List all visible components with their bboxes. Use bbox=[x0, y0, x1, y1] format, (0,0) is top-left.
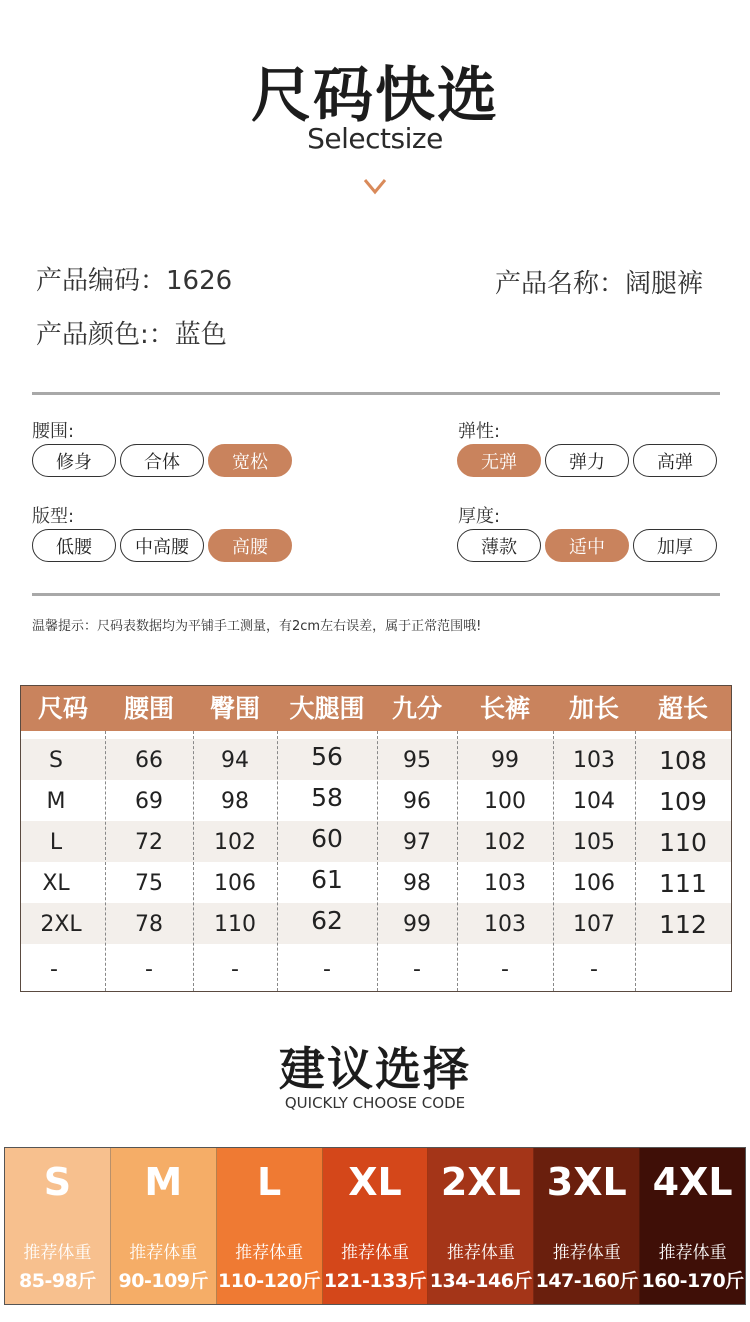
header-extra-long: 加长 bbox=[568, 694, 619, 723]
table-row bbox=[21, 739, 731, 780]
cell-long: 99 bbox=[491, 748, 519, 773]
cell-long: 103 bbox=[484, 871, 526, 896]
cell-size: M bbox=[46, 789, 66, 814]
cell-super-long: 111 bbox=[659, 869, 707, 898]
cell-ninth-length: 99 bbox=[403, 912, 431, 937]
column-divider bbox=[193, 731, 194, 991]
size-card-weight: 147-160斤 bbox=[535, 1270, 638, 1292]
elastic-option-none[interactable]: 无弹 bbox=[457, 444, 541, 477]
product-name-label: 产品名称： bbox=[495, 269, 626, 299]
size-card-2xl[interactable] bbox=[428, 1148, 534, 1304]
divider-bottom bbox=[32, 593, 720, 596]
elastic-label: 弹性: bbox=[458, 421, 501, 442]
elastic-option-high[interactable]: 高弹 bbox=[633, 444, 717, 477]
waist-option-regular[interactable]: 合体 bbox=[120, 444, 204, 477]
thickness-label: 厚度: bbox=[458, 506, 501, 527]
column-divider bbox=[277, 731, 278, 991]
chevron-down-icon bbox=[363, 176, 387, 196]
cell-extra-long: 107 bbox=[573, 912, 615, 937]
table-row bbox=[21, 821, 731, 862]
divider-top bbox=[32, 392, 720, 395]
size-card-size: 3XL bbox=[546, 1160, 627, 1204]
cell-super-long bbox=[635, 948, 731, 989]
size-card-weight: 85-98斤 bbox=[19, 1270, 96, 1292]
cell-waist: 69 bbox=[135, 789, 163, 814]
size-card-weight-label: 推荐体重 bbox=[552, 1243, 621, 1263]
product-color-label: 产品颜色:： bbox=[36, 320, 175, 350]
cell-long: 100 bbox=[484, 789, 526, 814]
product-color bbox=[36, 314, 227, 351]
cell-ninth-length: 97 bbox=[403, 830, 431, 855]
thickness-option-thin[interactable]: 薄款 bbox=[457, 529, 541, 562]
cell-size: S bbox=[49, 748, 63, 773]
column-divider bbox=[377, 731, 378, 991]
cell-super-long: 110 bbox=[659, 828, 707, 857]
cell-thigh: 61 bbox=[311, 865, 343, 894]
cell-waist: 75 bbox=[135, 871, 163, 896]
cell-size: - bbox=[50, 957, 58, 982]
thickness-option-medium[interactable]: 适中 bbox=[545, 529, 629, 562]
header-long: 长裤 bbox=[479, 694, 530, 723]
size-card-4xl[interactable] bbox=[640, 1148, 745, 1304]
header-ninth-length: 九分 bbox=[391, 694, 442, 723]
recommend-subtitle: QUICKLY CHOOSE CODE bbox=[284, 1094, 466, 1112]
size-card-weight: 134-146斤 bbox=[429, 1270, 532, 1292]
cell-ninth-length: - bbox=[413, 957, 421, 982]
size-card-size: XL bbox=[348, 1160, 402, 1204]
cell-thigh: 58 bbox=[311, 783, 343, 812]
cell-long: 103 bbox=[484, 912, 526, 937]
cell-long: - bbox=[501, 957, 509, 982]
size-card-weight-label: 推荐体重 bbox=[446, 1243, 515, 1263]
table-row bbox=[21, 903, 731, 944]
waist-option-fitted[interactable]: 修身 bbox=[32, 444, 116, 477]
recommend-title: 建议选择 bbox=[279, 1042, 471, 1096]
cell-hip: - bbox=[231, 957, 239, 982]
column-divider bbox=[457, 731, 458, 991]
size-card-weight-label: 推荐体重 bbox=[235, 1243, 304, 1263]
cell-extra-long: 106 bbox=[573, 871, 615, 896]
page-subtitle: Selectsize bbox=[307, 122, 443, 155]
cell-thigh: 60 bbox=[311, 824, 343, 853]
column-divider bbox=[553, 731, 554, 991]
size-card-l[interactable] bbox=[217, 1148, 323, 1304]
fit-option-low[interactable]: 低腰 bbox=[32, 529, 116, 562]
header-hip: 臀围 bbox=[209, 694, 260, 723]
measurement-tip: 温馨提示：尺码表数据均为平铺手工测量，有2cm左右误差，属于正常范围哦! bbox=[32, 619, 482, 634]
thickness-option-thick[interactable]: 加厚 bbox=[633, 529, 717, 562]
header-super-long: 超长 bbox=[657, 694, 708, 723]
cell-hip: 94 bbox=[221, 748, 249, 773]
cell-super-long: 108 bbox=[659, 746, 707, 775]
size-card-xl[interactable] bbox=[323, 1148, 429, 1304]
size-card-s[interactable] bbox=[5, 1148, 111, 1304]
waist-option-loose[interactable]: 宽松 bbox=[208, 444, 292, 477]
size-card-weight-label: 推荐体重 bbox=[658, 1243, 727, 1263]
size-card-size: S bbox=[43, 1160, 72, 1204]
product-color-value: 蓝色 bbox=[174, 320, 227, 350]
size-card-size: 4XL bbox=[652, 1160, 733, 1204]
cell-thigh: 56 bbox=[311, 742, 343, 771]
size-card-weight: 121-133斤 bbox=[323, 1270, 427, 1292]
size-card-size: L bbox=[257, 1160, 282, 1204]
size-card-m[interactable] bbox=[111, 1148, 217, 1304]
column-divider bbox=[635, 731, 636, 991]
cell-ninth-length: 98 bbox=[403, 871, 431, 896]
table-row bbox=[21, 862, 731, 903]
cell-waist: - bbox=[145, 957, 153, 982]
page-title: 尺码快选 bbox=[251, 61, 499, 131]
cell-thigh: - bbox=[323, 957, 331, 982]
size-card-weight: 160-170斤 bbox=[641, 1270, 744, 1292]
cell-ninth-length: 95 bbox=[403, 748, 431, 773]
cell-thigh: 62 bbox=[311, 906, 343, 935]
size-card-size: M bbox=[144, 1160, 183, 1204]
cell-size: XL bbox=[42, 871, 70, 896]
table-row bbox=[21, 948, 731, 989]
size-card-weight: 90-109斤 bbox=[118, 1270, 209, 1292]
cell-extra-long: 104 bbox=[573, 789, 615, 814]
size-card-weight-label: 推荐体重 bbox=[23, 1243, 92, 1263]
product-name-value: 阔腿裤 bbox=[625, 269, 704, 299]
cell-super-long: 112 bbox=[659, 910, 707, 939]
cell-extra-long: 103 bbox=[573, 748, 615, 773]
size-table bbox=[20, 685, 732, 992]
product-code bbox=[36, 260, 232, 297]
cell-waist: 66 bbox=[135, 748, 163, 773]
header-waist: 腰围 bbox=[123, 694, 174, 723]
waist-label: 腰围: bbox=[32, 421, 75, 442]
cell-waist: 72 bbox=[135, 830, 163, 855]
cell-extra-long: - bbox=[590, 957, 598, 982]
header-size: 尺码 bbox=[37, 694, 88, 723]
size-card-weight-label: 推荐体重 bbox=[341, 1243, 409, 1263]
cell-hip: 102 bbox=[214, 830, 256, 855]
fit-label: 版型: bbox=[32, 506, 75, 527]
cell-size: 2XL bbox=[40, 912, 82, 937]
cell-hip: 98 bbox=[221, 789, 249, 814]
cell-waist: 78 bbox=[135, 912, 163, 937]
elastic-option-stretch[interactable]: 弹力 bbox=[545, 444, 629, 477]
product-name bbox=[495, 263, 703, 300]
fit-option-high[interactable]: 高腰 bbox=[208, 529, 292, 562]
size-card-3xl[interactable] bbox=[534, 1148, 640, 1304]
size-card-weight-label: 推荐体重 bbox=[129, 1243, 198, 1263]
cell-super-long: 109 bbox=[659, 787, 707, 816]
cell-hip: 110 bbox=[214, 912, 256, 937]
table-row bbox=[21, 780, 731, 821]
product-code-label: 产品编码： bbox=[36, 266, 167, 296]
cell-long: 102 bbox=[484, 830, 526, 855]
size-card-size: 2XL bbox=[440, 1160, 521, 1204]
product-code-value: 1626 bbox=[166, 266, 233, 296]
cell-extra-long: 105 bbox=[573, 830, 615, 855]
column-divider bbox=[105, 731, 106, 991]
header-thigh: 大腿围 bbox=[289, 694, 365, 723]
size-table-header bbox=[21, 686, 731, 731]
size-recommendation-strip bbox=[4, 1147, 746, 1305]
size-card-weight: 110-120斤 bbox=[218, 1270, 321, 1292]
fit-option-mid-high[interactable]: 中高腰 bbox=[120, 529, 204, 562]
cell-size: L bbox=[49, 830, 63, 855]
cell-ninth-length: 96 bbox=[403, 789, 431, 814]
cell-hip: 106 bbox=[214, 871, 256, 896]
